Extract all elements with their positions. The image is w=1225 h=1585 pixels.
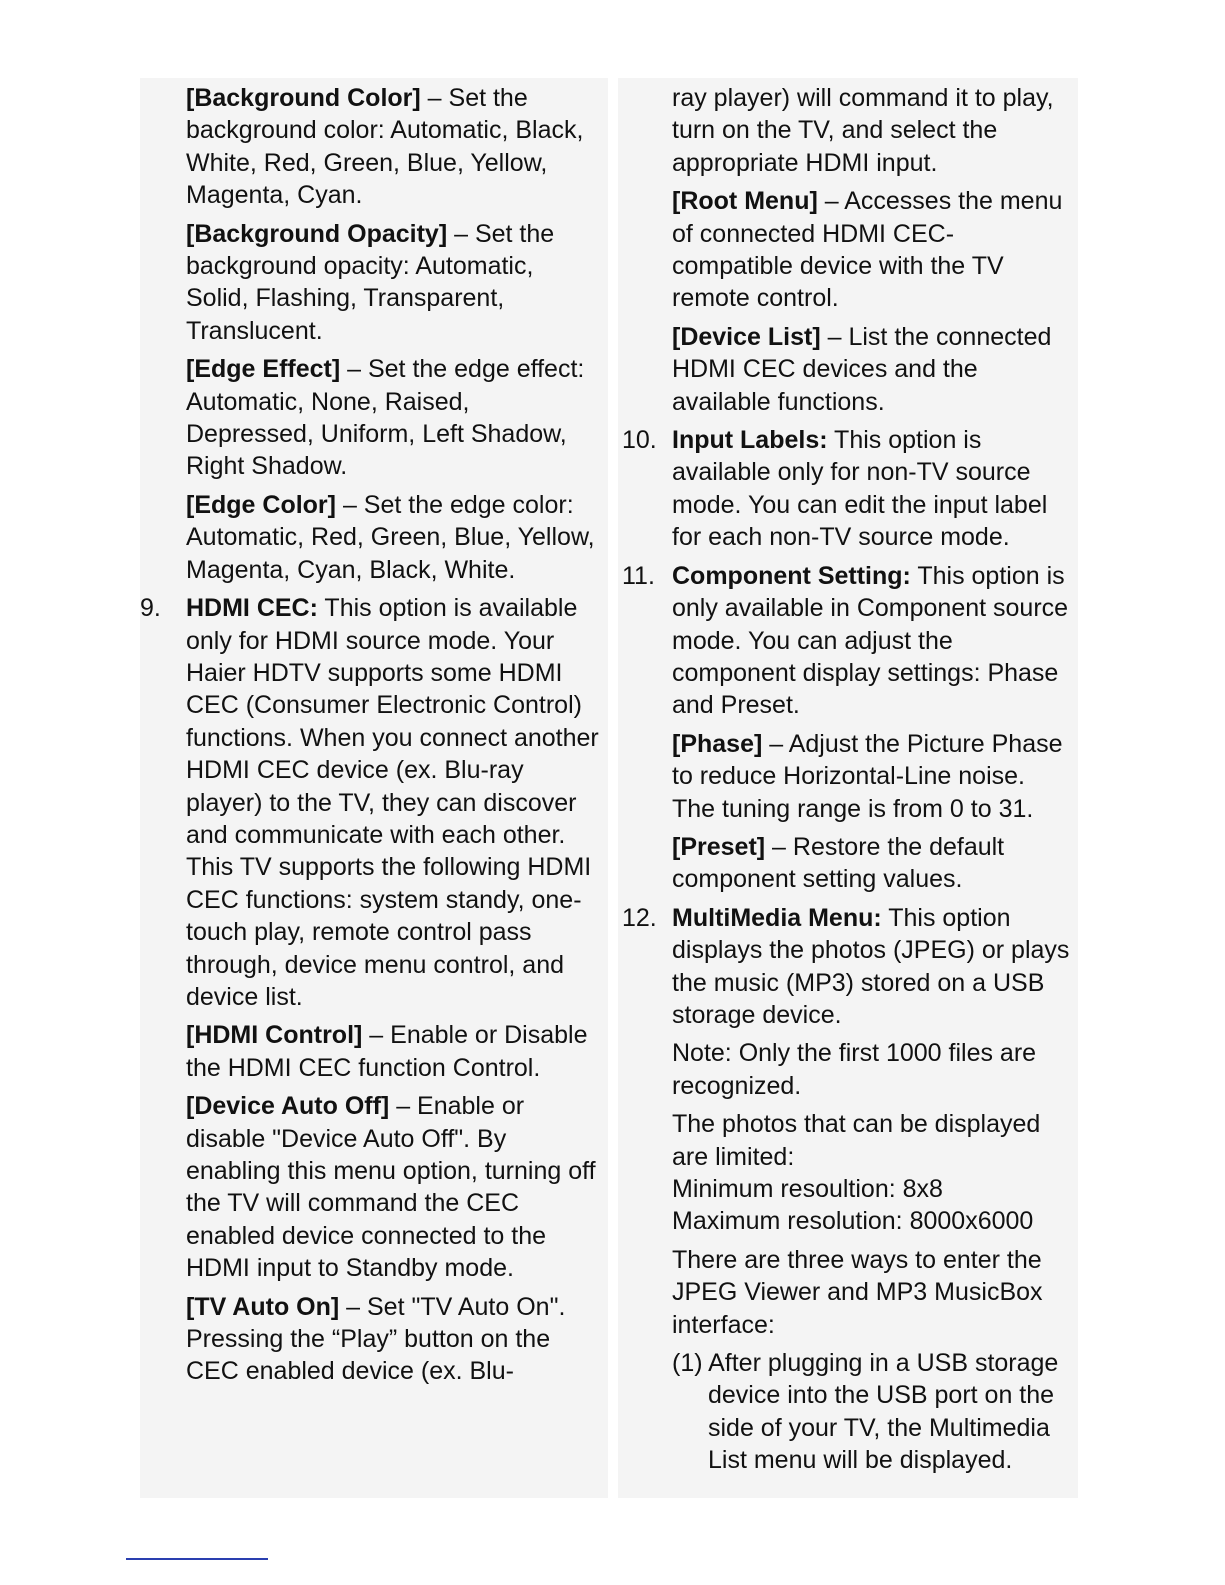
tv-auto-on-continued: ray player) will command it to play, turn on the TV, and select the appropriate HDMI input.	[672, 84, 1054, 177]
item-number: 12.	[622, 903, 657, 932]
footer-link-underline	[126, 1558, 268, 1560]
left-column	[140, 82, 601, 1394]
device-list-entry: [Device List] – List the connected HDMI CEC devices and the available functions.	[672, 322, 1052, 416]
root-menu-entry: [Root Menu] – Accesses the menu of connected HDMI CEC-compatible device with the TV remote control.	[672, 187, 1063, 313]
item-number: 10.	[622, 426, 657, 455]
preset-entry: [Preset] – Restore the default component setting values.	[672, 832, 1005, 894]
note-text: Note: Only the first 1000 files are recognized.	[672, 1039, 1037, 1100]
edge-color-entry: [Edge Color] – Set the edge color: Automatic, Red, Green, Blue, Yellow, Magenta, Cyan, Black, White.	[186, 490, 595, 584]
hdmi-cec-section: 9. HDMI CEC: This option is available only for HDMI source mode. Your Haier HDTV supports some HDMI CEC (Consumer Electronic Control) functions. When you connect another HDMI CEC device (ex. Blu-ray player) to the TV, they can discover and communicate with each other. This TV supports the following HDMI CEC functions: system standy, one-touch play, remote control pass through, device menu control, and device list.	[140, 594, 599, 1011]
background-color-entry: [Background Color] – Set the background color: Automatic, Black, White, Red, Green, Blue, Yellow, Magenta, Cyan.	[186, 84, 584, 210]
input-labels-section: 10. Input Labels: This option is available only for non-TV source mode. You can edit the input label for each non-TV source mode.	[622, 426, 1048, 552]
right-column	[622, 82, 1072, 1483]
component-setting-section: 11. Component Setting: This option is only available in Component source mode. You can adjust the component display settings: Phase and Preset.	[622, 561, 1069, 720]
three-ways-text: There are three ways to enter the JPEG Viewer and MP3 MusicBox interface:	[672, 1245, 1043, 1339]
edge-effect-entry: [Edge Effect] – Set the edge effect: Automatic, None, Raised, Depressed, Uniform, Left Shadow, Right Shadow.	[186, 355, 585, 481]
item-number: 9.	[140, 594, 161, 623]
photos-limited-text: The photos that can be displayed are limited:	[672, 1110, 1041, 1171]
background-opacity-entry: [Background Opacity] – Set the background opacity: Automatic, Solid, Flashing, Transparent, Translucent.	[186, 219, 555, 345]
tv-auto-on-entry: [TV Auto On] – Set "TV Auto On". Pressing the “Play” button on the CEC enabled device (ex. Blu-	[186, 1292, 566, 1386]
device-auto-off-entry: [Device Auto Off] – Enable or disable "Device Auto Off". By enabling this menu option, turning off the TV will command the CEC enabled device connected to the HDMI input to Standby mode.	[186, 1092, 596, 1283]
hdmi-control-entry: [HDMI Control] – Enable or Disable the HDMI CEC function Control.	[186, 1021, 588, 1082]
item-number: 11.	[622, 561, 655, 590]
max-resolution-text: Maximum resolution: 8000x6000	[672, 1207, 1034, 1236]
multimedia-menu-section: 12. MultiMedia Menu: This option displays the photos (JPEG) or plays the music (MP3) stored on a USB storage device.	[622, 903, 1070, 1029]
phase-entry: [Phase] – Adjust the Picture Phase to reduce Horizontal-Line noise. The tuning range is from 0 to 31.	[672, 729, 1063, 823]
way-1-text: (1) After plugging in a USB storage device into the USB port on the side of your TV, the Multimedia List menu will be displayed.	[672, 1349, 1059, 1475]
min-resolution-text: Minimum resoultion: 8x8	[672, 1175, 943, 1203]
